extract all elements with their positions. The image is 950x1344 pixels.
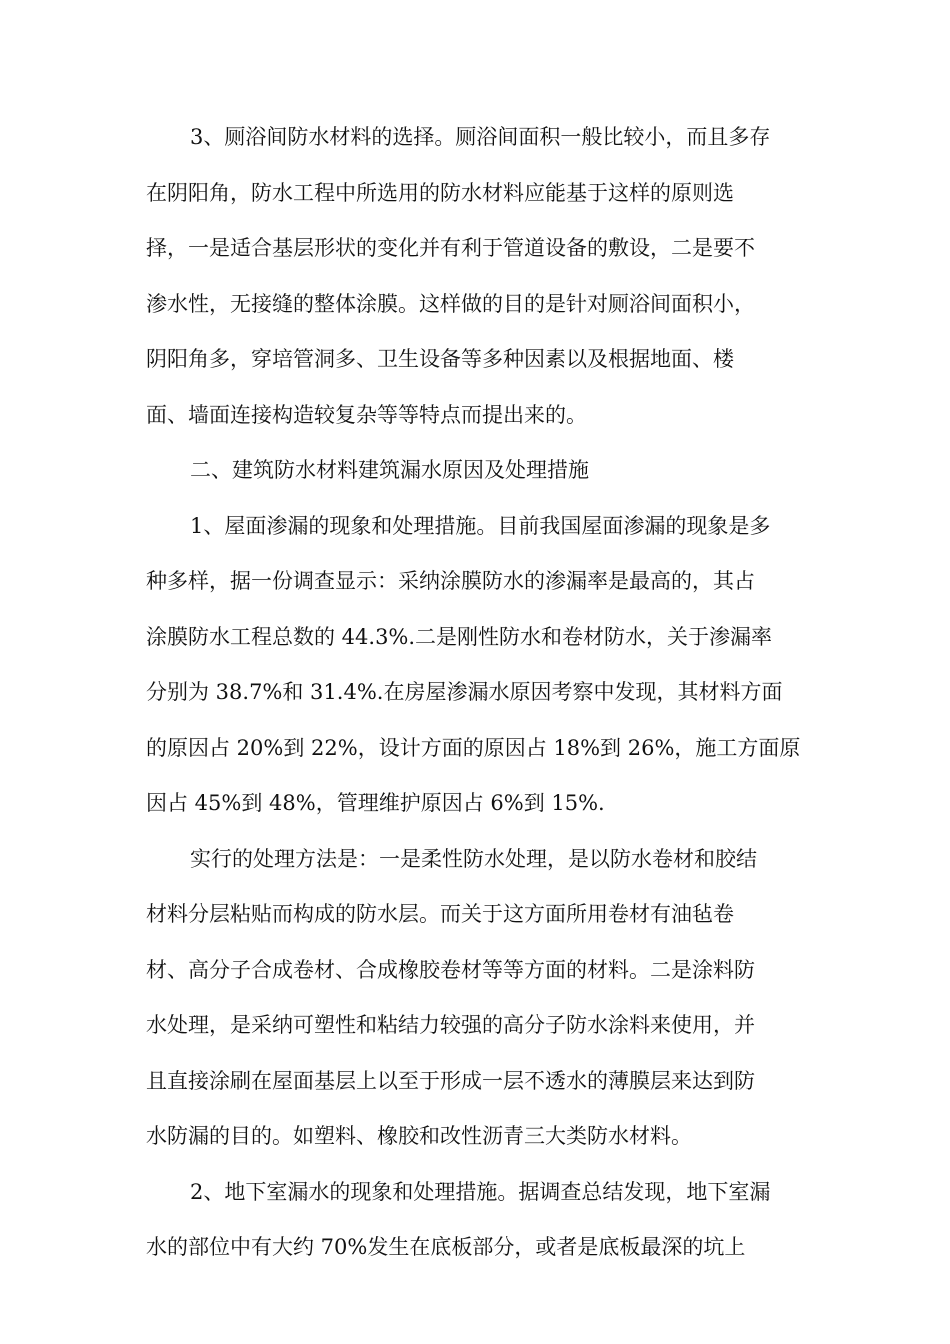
text-line: 种多样，据一份调查显示：采纳涂膜防水的渗漏率是最高的，其占 xyxy=(146,569,755,593)
paragraph-roof-leakage xyxy=(146,499,808,832)
text-line: 在阴阳角，防水工程中所选用的防水材料应能基于这样的原则选 xyxy=(146,180,734,205)
text-line: 材、高分子合成卷材、合成橡胶卷材等等方面的材料。二是涂料防 xyxy=(146,957,755,982)
text-line: 且直接涂刷在屋面基层上以至于形成一层不透水的薄膜层来达到防 xyxy=(146,1068,755,1093)
paragraph-basement-leakage xyxy=(146,1165,808,1276)
text-line: 分别为 38.7%和 31.4%.在房屋渗漏水原因考察中发现，其材料方面 xyxy=(146,680,783,704)
section-heading xyxy=(146,443,808,499)
text-line: 实行的处理方法是：一是柔性防水处理，是以防水卷材和胶结 xyxy=(190,846,757,871)
text-line: 的原因占 20%到 22%，设计方面的原因占 18%到 26%，施工方面原 xyxy=(146,735,801,760)
text-line: 水处理，是采纳可塑性和粘结力较强的高分子防水涂料来使用，并 xyxy=(146,1013,755,1037)
heading-line: 二、建筑防水材料建筑漏水原因及处理措施 xyxy=(190,458,589,482)
text-line: 面、墙面连接构造较复杂等等特点而提出来的。 xyxy=(146,402,587,427)
text-line: 水防漏的目的。如塑料、橡胶和改性沥青三大类防水材料。 xyxy=(146,1124,692,1148)
document-body xyxy=(146,110,808,1276)
text-line: 渗水性，无接缝的整体涂膜。这样做的目的是针对厕浴间面积小， xyxy=(146,291,755,316)
text-line: 阴阳角多，穿培管洞多、卫生设备等多种因素以及根据地面、楼 xyxy=(146,347,734,371)
text-line: 材料分层粘贴而构成的防水层。而关于这方面所用卷材有油毡卷 xyxy=(146,902,734,926)
text-line: 涂膜防水工程总数的 44.3%.二是刚性防水和卷材防水，关于渗漏率 xyxy=(146,624,773,649)
text-line: 1、屋面渗漏的现象和处理措施。目前我国屋面渗漏的现象是多 xyxy=(190,513,771,538)
text-line: 2、地下室漏水的现象和处理措施。据调查总结发现，地下室漏 xyxy=(190,1179,771,1204)
text-line: 因占 45%到 48%，管理维护原因占 6%到 15%. xyxy=(146,791,605,815)
paragraph-treatment-methods xyxy=(146,832,808,1165)
text-line: 水的部位中有大约 70%发生在底板部分，或者是底板最深的坑上 xyxy=(146,1235,746,1259)
text-line: 3、厕浴间防水材料的选择。厕浴间面积一般比较小，而且多存 xyxy=(190,125,771,149)
paragraph-bathroom-materials xyxy=(146,110,808,443)
text-line: 择，一是适合基层形状的变化并有利于管道设备的敷设，二是要不 xyxy=(146,236,755,260)
